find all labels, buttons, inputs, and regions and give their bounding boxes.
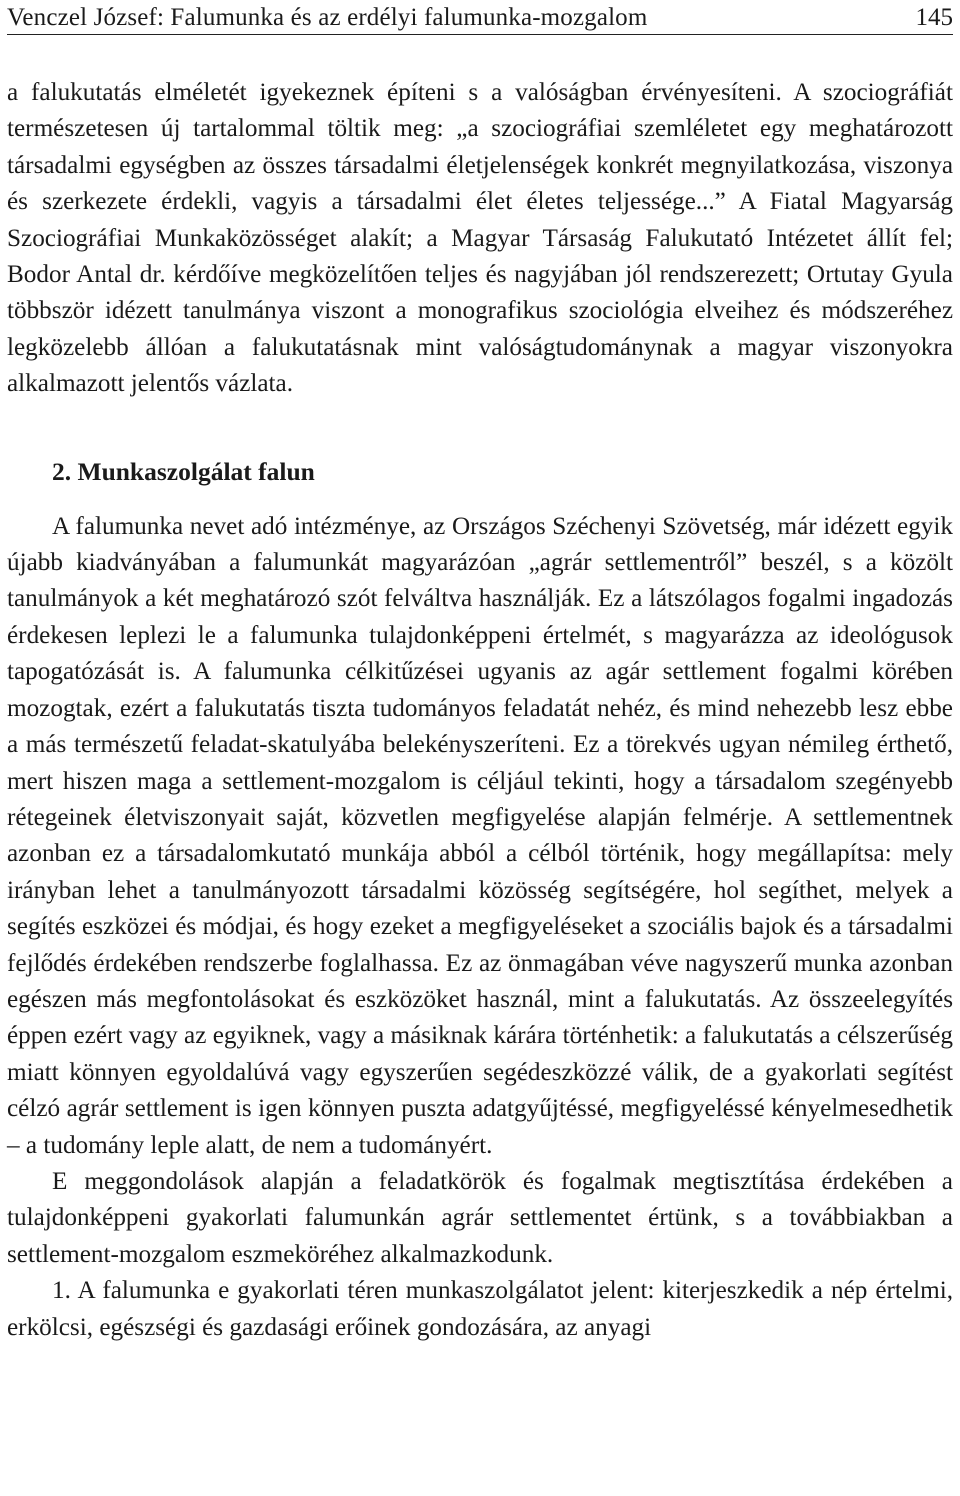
book-page — [7, 0, 953, 1346]
body-text — [7, 75, 953, 1346]
page-number: 145 — [915, 4, 953, 31]
section-number: 2. — [52, 456, 72, 486]
section-title: Munkaszolgálat falun — [77, 456, 315, 486]
paragraph-continued: a falukutatás elméletét igyekeznek építeni s a valóságban érvényesíteni. A szociográfiát természetesen új tartalommal töltik meg: „a szociográfiai szemléletet egy meghatározott társadalmi egységben az összes társadalmi életjelenségek konkrét megnyilatkozása, viszonya és szerkezete érdekli, vagyis a társadalmi élet életes teljessége...” A Fiatal Magyarság Szociográfiai Munkaközösséget alakít; a Magyar Társaság Falukutató Intézetet állít fel; Bodor Antal dr. kérdőíve megközelítően teljes és nagyjában jól rendszerezett; Ortutay Gyula többször idézett tanulmánya viszont a monografikus szociológia elveihez és módszeréhez legközelebb állóan a falukutatásnak mint valóságtudománynak a magyar viszonyokra alkalmazott jelentős vázlata. — [7, 79, 953, 398]
paragraph: E meggondolások alapján a feladatkörök és fogalmak megtisztítása érdekében a tulajdonképpeni gyakorlati falumunkán agrár settlementet értünk, s a továbbiakban a settlement-mozgalom eszmeköréhez alkalmazkodunk. — [7, 1167, 953, 1268]
running-title: Venczel József: Falumunka és az erdélyi falumunka-mozgalom — [7, 4, 648, 31]
section-heading — [7, 453, 953, 491]
paragraph: A falumunka nevet adó intézménye, az Országos Széchenyi Szövetség, már idézett egyik újabb kiadványában a falumunkát magyarázóan „agrár settlementről” beszél, s a közölt tanulmányok a két meghatározó szót felváltva használják. Ez a látszólagos fogalmi ingadozás érdekesen leplezi le a falumunka tulajdonképpeni értelmét, s magyarázza az ideológusok tapogatózását is. A falumunka célkitűzései ugyanis az agár settlement fogalmi körében mozogtak, ezért a falukutatás tiszta tudományos feladatát nehéz, és mind nehezebb lesz ebbe a más természetű feladat-skatulyába belekényszeríteni. Ez a törekvés ugyan némileg érthető, mert hiszen maga a settlement-mozgalom is céljául tekinti, hogy a társadalom szegényebb rétegeinek életviszonyait saját, közvetlen megfigyelése alapján felmérje. A settlementnek azonban ez a társadalomkutató munkája abból a célból történik, hogy megállapítsa: mely irányban lehet a tanulmányozott társadalmi közösség segítségére, hol segíthet, melyek a segítés eszközei és módjai, és hogy ezeket a megfigyeléseket a szociális bajok és a társadalmi fejlődés érdekében rendszerbe foglalhassa. Ez az önmagában véve nagyszerű munka azonban egészen más megfontolásokat és eszközöket használ, mint a falukutatás. Az összeelegyítés éppen ezért vagy az egyiknek, vagy a másiknak kárára történhetik: a falukutatás a célszerűség miatt könnyen egyoldalúvá vagy egyszerűen segédeszközzé válik, de a gyakorlati segítést célzó agrár settlement is igen könnyen puszta adatgyűjtéssé, megfigyeléssé kényelmesedhetik – a tudomány leple alatt, de nem a tudományért. — [7, 512, 953, 1159]
paragraph: 1. A falumunka e gyakorlati téren munkaszolgálatot jelent: kiterjeszkedik a nép értelmi, erkölcsi, egészségi és gazdasági erőinek gondozására, az anyagi — [7, 1277, 953, 1341]
running-header — [7, 0, 953, 35]
